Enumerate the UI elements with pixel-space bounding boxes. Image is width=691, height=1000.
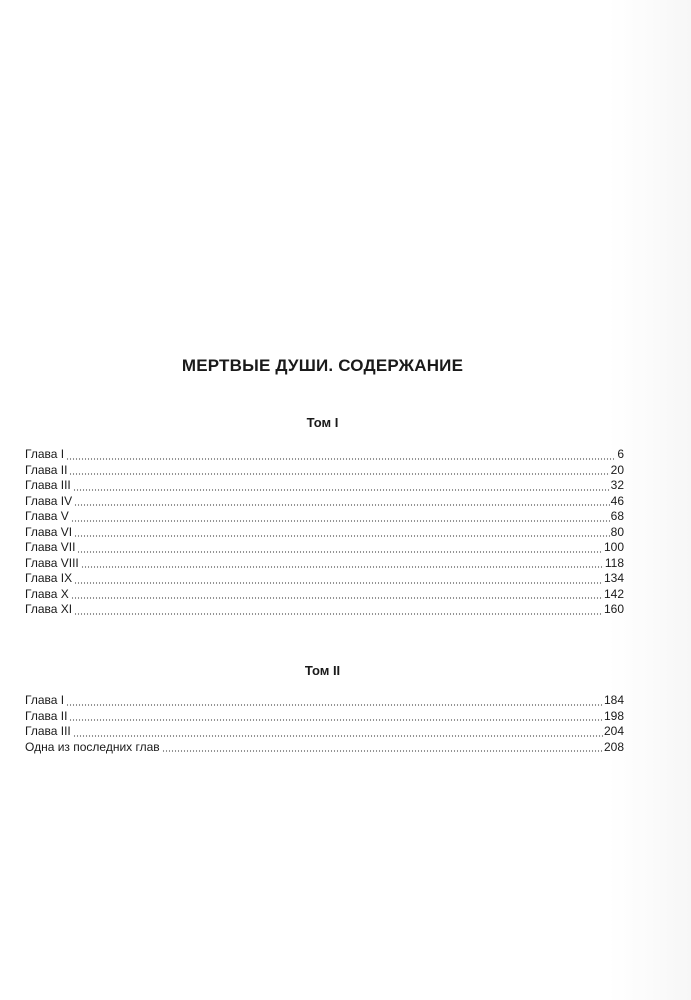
toc-entry-label: Глава V [25, 509, 69, 523]
toc-entry-label: Одна из последних глав [25, 739, 160, 754]
toc-dot-leader [66, 458, 616, 460]
toc-dot-leader [71, 597, 603, 599]
toc-dot-leader [69, 719, 603, 721]
toc-entry-label: Глава III [25, 478, 71, 492]
toc-entry [25, 463, 624, 479]
toc-entry [25, 478, 624, 494]
toc-entry [25, 724, 624, 740]
toc-entry-label: Глава II [25, 462, 68, 477]
toc-entry-page-number: 184 [603, 693, 624, 707]
volume-heading-2: Том II [304, 663, 341, 678]
toc-dot-leader [74, 582, 603, 584]
toc-entry-page-number: 118 [604, 555, 624, 570]
toc-entry-page-number: 134 [603, 571, 624, 585]
toc-entry [25, 571, 624, 587]
toc-entry-label: Глава III [25, 724, 71, 738]
toc-dot-leader [162, 750, 603, 752]
toc-entry-label: Глава II [25, 708, 68, 723]
toc-dot-leader [66, 704, 603, 706]
toc-entry-page-number: 68 [610, 509, 624, 523]
page-title: МЕРТВЫЕ ДУШИ. СОДЕРЖАНИЕ [181, 356, 464, 375]
toc-dot-leader [81, 566, 604, 568]
toc-list-volume-2 [25, 693, 624, 755]
toc-entry-label: Глава I [25, 447, 65, 461]
toc-entry [25, 525, 624, 541]
toc-entry [25, 509, 624, 525]
toc-entry [25, 740, 624, 756]
toc-entry-label: Глава IV [25, 493, 73, 508]
toc-entry-page-number: 198 [603, 708, 624, 723]
toc-entry [25, 693, 624, 709]
toc-dot-leader [74, 535, 610, 537]
toc-entry [25, 540, 624, 556]
toc-entry [25, 447, 624, 463]
toc-entry [25, 556, 624, 572]
toc-entry-label: Глава VI [25, 524, 73, 539]
toc-dot-leader [74, 504, 610, 506]
toc-entry-page-number: 6 [617, 447, 624, 461]
toc-entry-label: Глава I [25, 693, 65, 707]
toc-dot-leader [77, 551, 603, 553]
toc-entry [25, 587, 624, 603]
toc-entry-page-number: 204 [603, 724, 624, 738]
toc-entry [25, 709, 624, 725]
toc-entry-page-number: 208 [603, 739, 624, 754]
toc-entry-page-number: 142 [603, 586, 624, 601]
toc-entry-page-number: 32 [610, 478, 624, 492]
toc-entry-label: Глава VIII [25, 555, 79, 570]
toc-dot-leader [69, 473, 609, 475]
toc-list-volume-1 [25, 447, 624, 618]
toc-entry-page-number: 46 [610, 493, 624, 508]
toc-entry-label: Глава IX [25, 571, 73, 585]
toc-entry-page-number: 160 [603, 602, 624, 616]
toc-entry-page-number: 20 [610, 462, 624, 477]
toc-entry [25, 602, 624, 618]
toc-dot-leader [74, 613, 603, 615]
toc-entry-label: Глава VII [25, 540, 76, 554]
toc-entry [25, 494, 624, 510]
toc-dot-leader [73, 735, 603, 737]
toc-entry-label: Глава X [25, 586, 69, 601]
toc-dot-leader [73, 489, 610, 491]
toc-entry-label: Глава XI [25, 602, 73, 616]
toc-dot-leader [71, 520, 610, 522]
toc-entry-page-number: 80 [610, 524, 624, 539]
toc-entry-page-number: 100 [603, 540, 624, 554]
volume-heading-1: Том I [306, 415, 339, 430]
